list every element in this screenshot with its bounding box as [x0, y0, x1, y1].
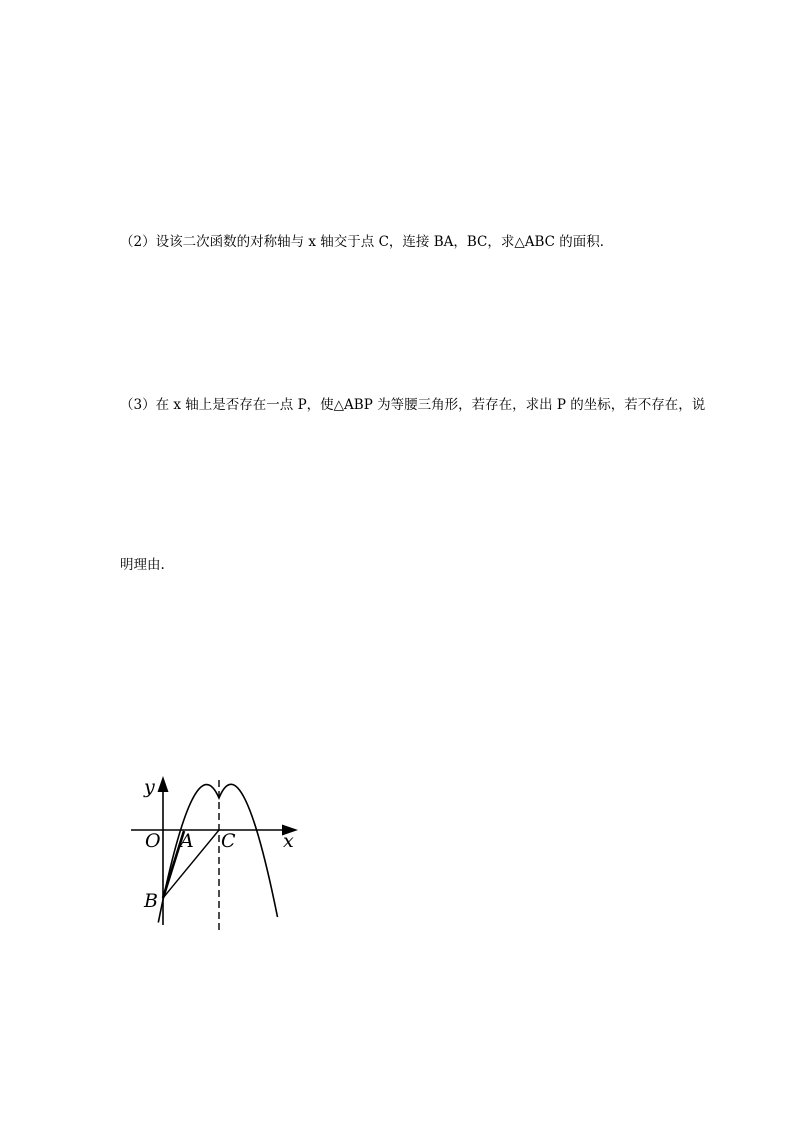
question-3-text-line-1: （3）在 x 轴上是否存在一点 P，使△ABP 为等腰三角形，若存在，求出 P 的坐标，若不存在，说 [120, 397, 706, 413]
label-point-a: A [180, 830, 194, 852]
label-origin: O [145, 830, 161, 852]
label-x-axis: x [283, 830, 294, 852]
parabola-figure [126, 770, 316, 940]
label-point-b: B [144, 890, 158, 912]
label-y-axis: y [144, 776, 155, 798]
label-point-c: C [221, 830, 236, 852]
question-2-text: （2）设该二次函数的对称轴与 x 轴交于点 C，连接 BA，BC，求△ABC 的面积． [120, 234, 614, 250]
y-axis-arrow [158, 776, 169, 792]
question-3-text-line-2: 明理由. [120, 557, 165, 573]
